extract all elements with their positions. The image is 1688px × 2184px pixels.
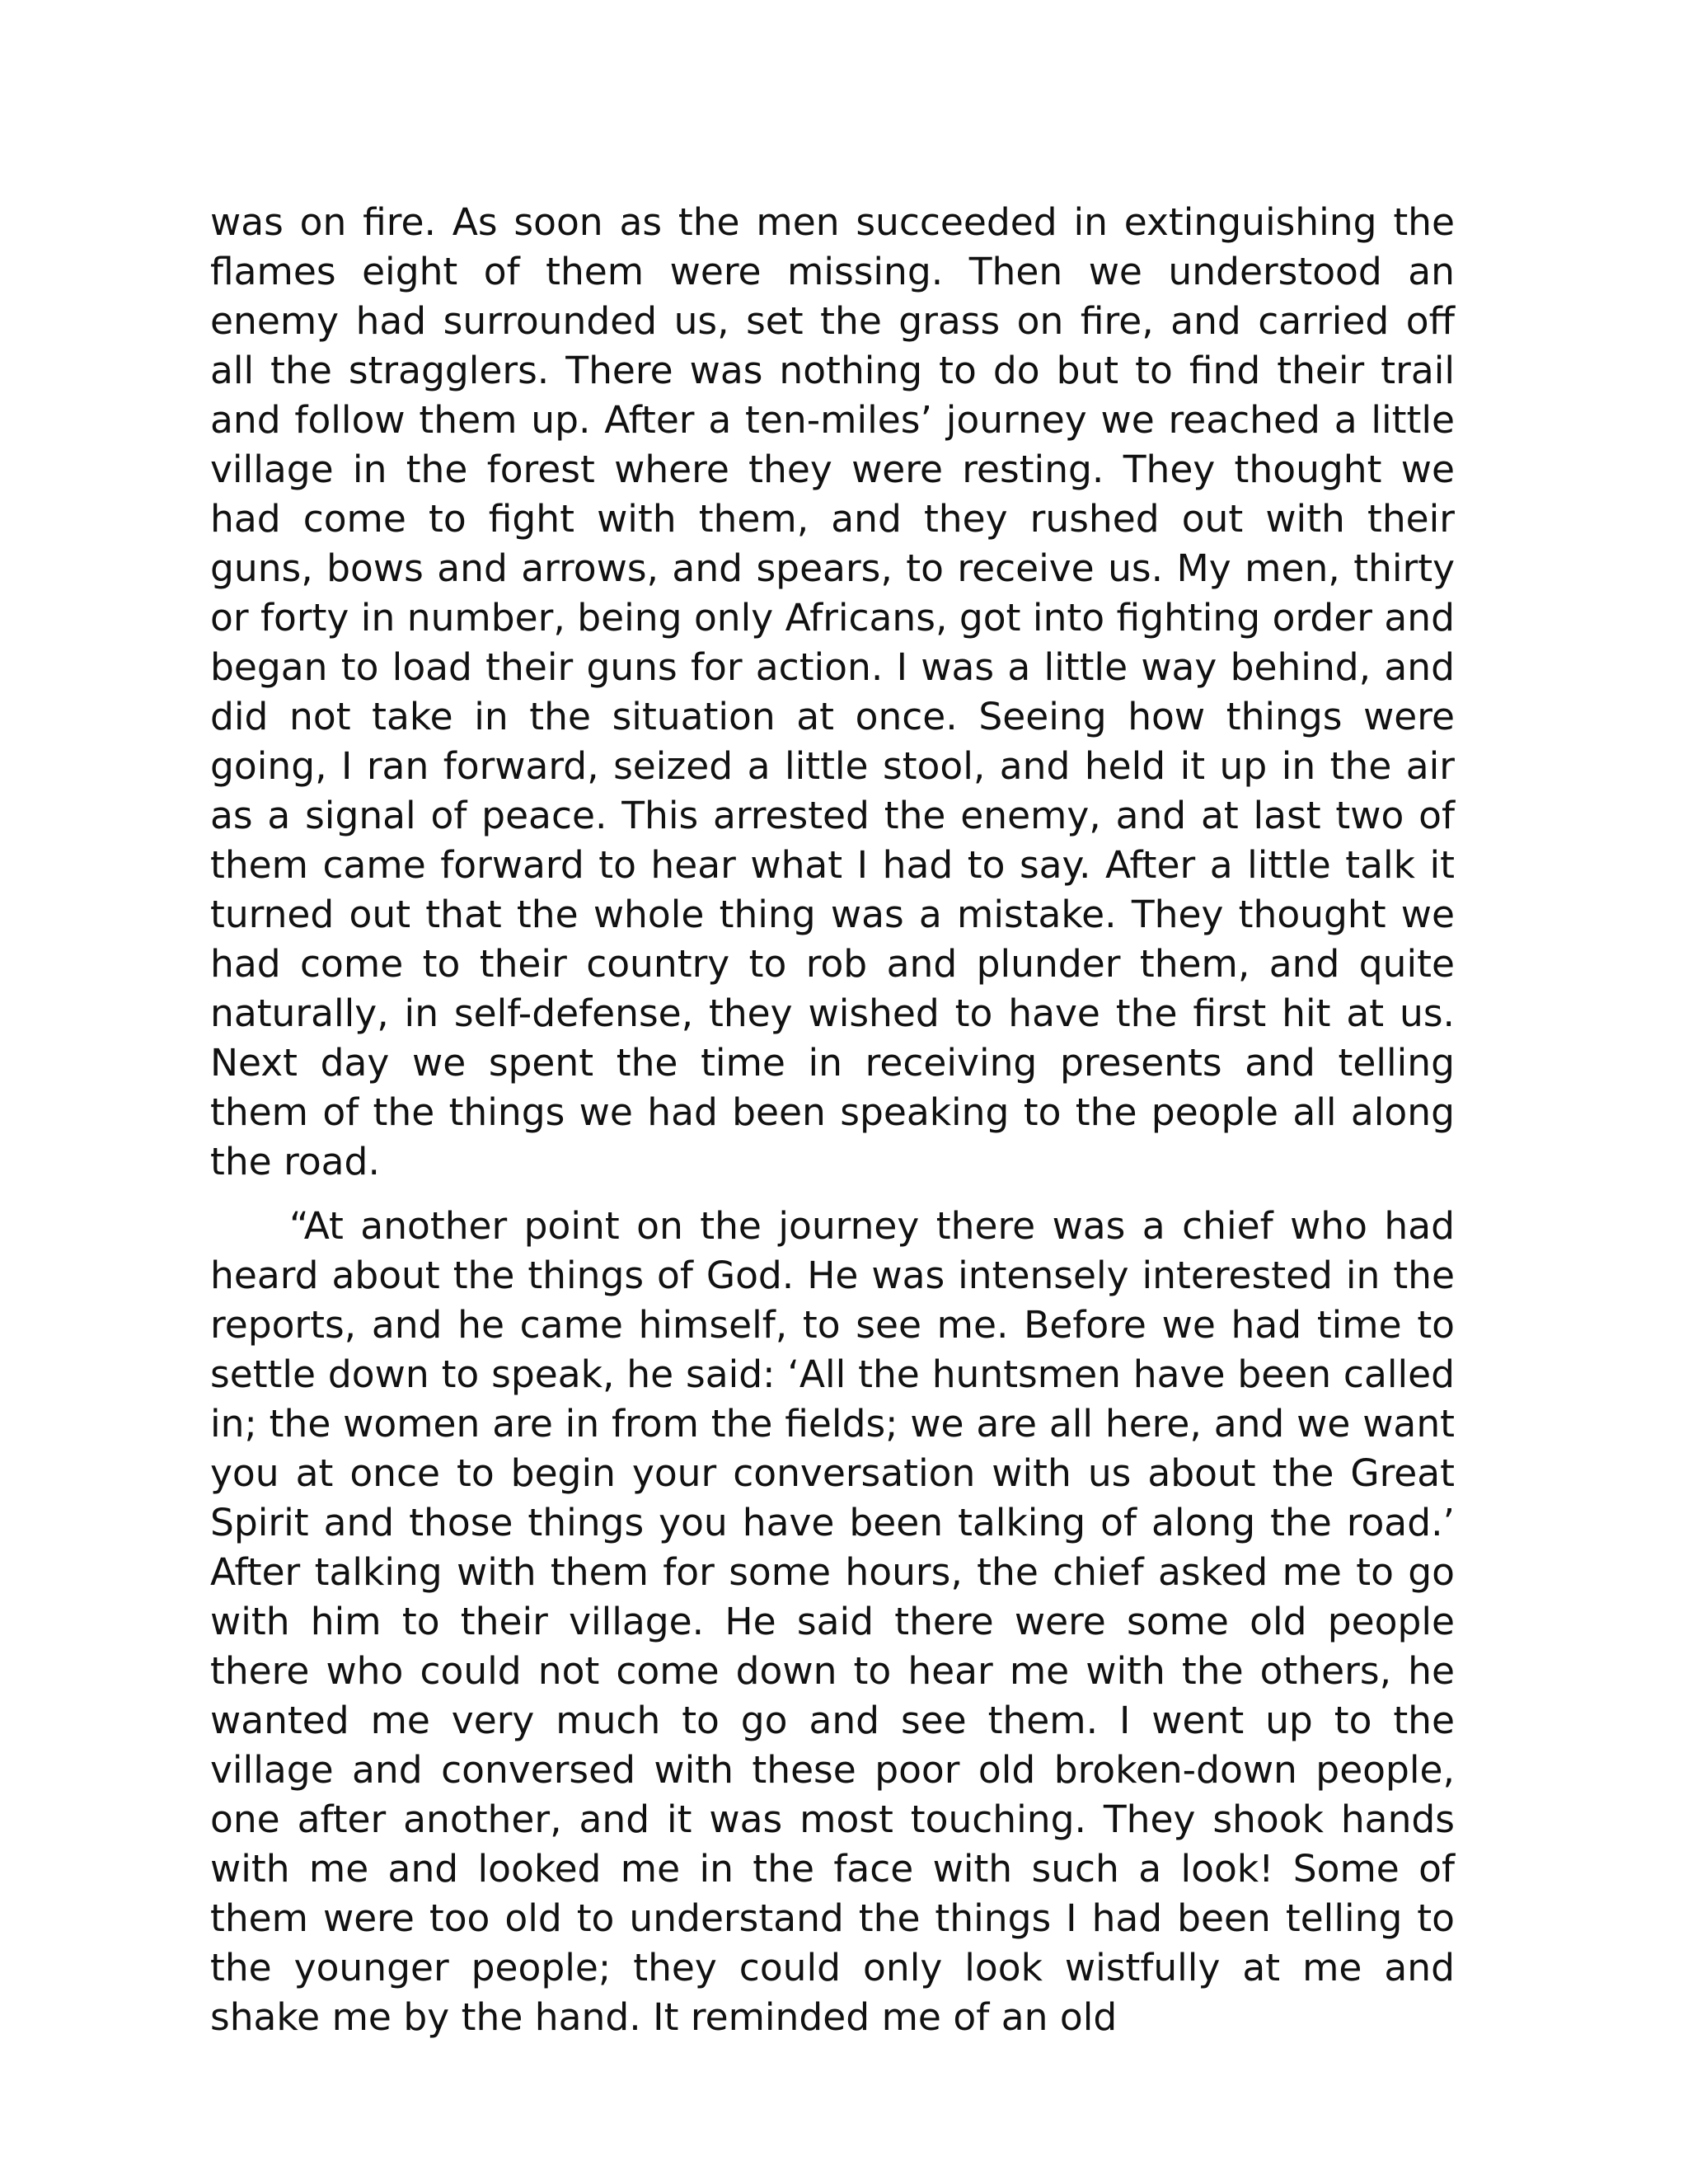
page-body xyxy=(210,198,1455,2042)
paragraph-continued: was on fire. As soon as the men succeeded in extinguishing the flames eight of them were missing. Then we understood an enemy had surrounded us, set the grass on fire, and carried off all the stragglers. There was nothing to do but to find their trail and follow them up. After a ten-miles’ journey we reached a little village in the forest where they were resting. They thought we had come to fight with them, and they rushed out with their guns, bows and arrows, and spears, to receive us. My men, thirty or forty in number, being only Africans, got into fighting order and began to load their guns for action. I was a little way behind, and did not take in the situation at once. Seeing how things were going, I ran forward, seized a little stool, and held it up in the air as a signal of peace. This arrested the enemy, and at last two of them came forward to hear what I had to say. After a little talk it turned out that the whole thing was a mistake. They thought we had come to their country to rob and plunder them, and quite naturally, in self-defense, they wished to have the first hit at us. Next day we spent the time in receiving presents and telling them of the things we had been speaking to the people all along the road. xyxy=(210,200,1455,1183)
paragraph-chief-visit: “At another point on the journey there was a chief who had heard about the things of God. He was intensely interested in the reports, and he came himself, to see me. Before we had time to settle down to speak, he said: ‘All the huntsmen have been called in; the women are in from the fields; we are all here, and we want you at once to begin your conversation with us about the Great Spirit and those things you have been talking of along the road.’ After talking with them for some hours, the chief asked me to go with him to their village. He said there were some old people there who could not come down to hear me with the others, he wanted me very much to go and see them. I went up to the village and conversed with these poor old broken-down people, one after another, and it was most touching. They shook hands with me and looked me in the face with such a look! Some of them were too old to understand the things I had been telling to the younger people; they could only look wistfully at me and shake me by the hand. It reminded me of an old xyxy=(210,1204,1455,2039)
